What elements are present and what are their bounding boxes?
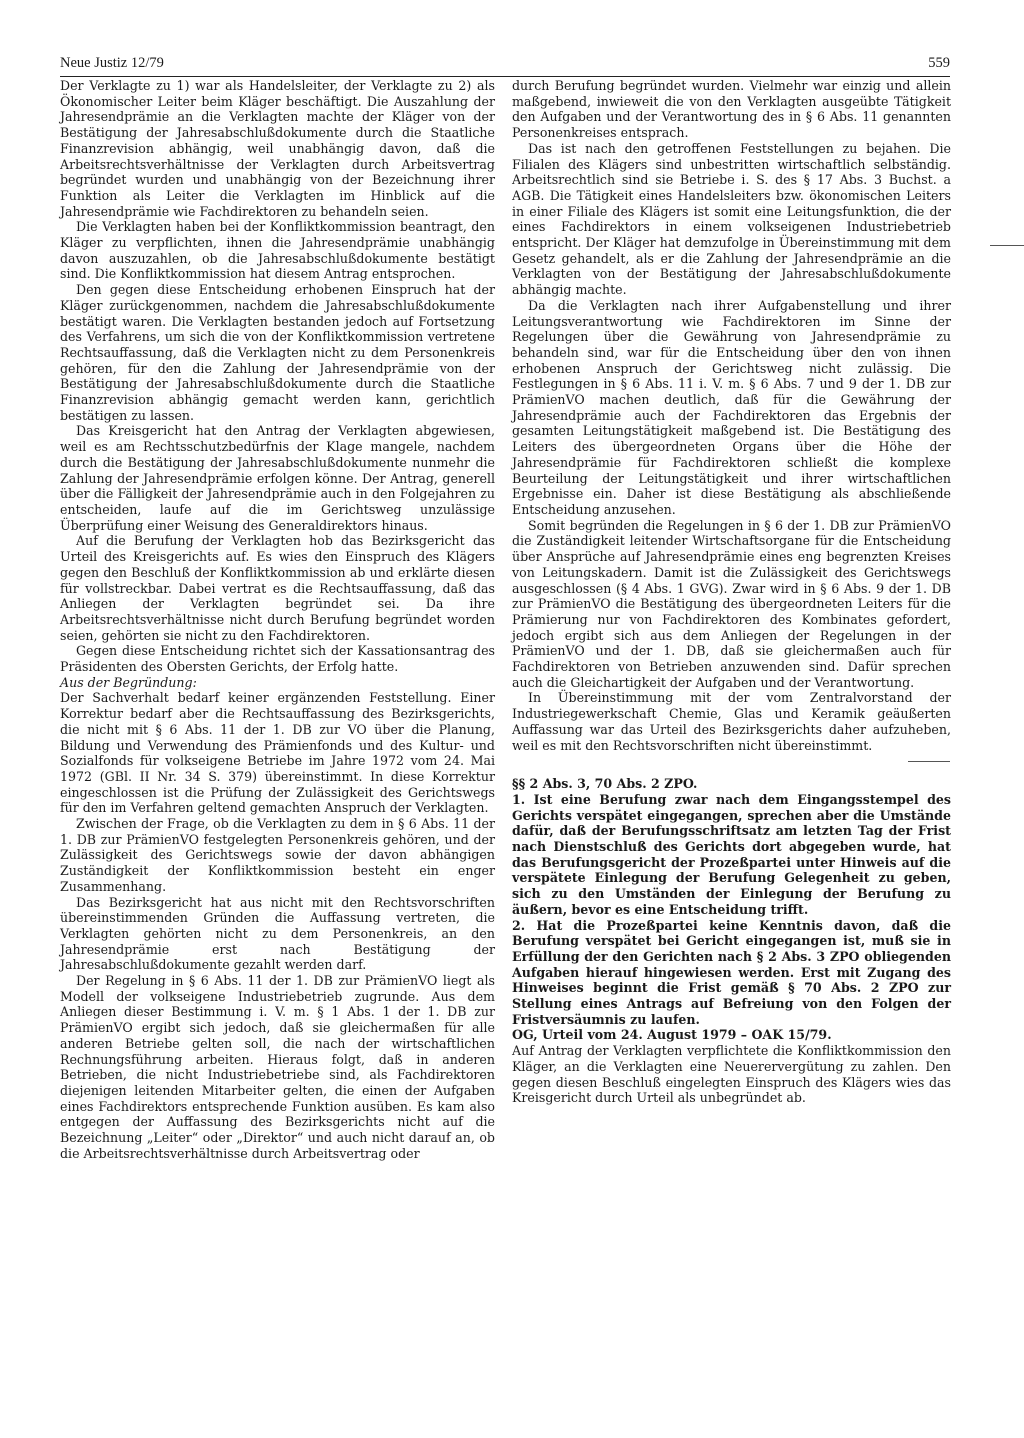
left-column bbox=[60, 78, 495, 1162]
legal-citation: §§ 2 Abs. 3, 70 Abs. 2 ZPO. bbox=[512, 776, 698, 792]
paragraph: Der Verklagte zu 1) war als Handelsleiter, der Verklagte zu 2) als Ökonomischer Leiter beim Kläger beschäftigt. Die Auszahlung der Jahresendprämie an die Verklagten machte der Kläger von der Bestätigung der Jahresabschlußdokumente durch die Staatliche Finanzrevision abhängig, weil unabhängig davon, daß die Arbeitsrechtsverhältnisse der Verklagten durch Arbeitsvertrag begründet wurden und unabhängig von der Bezeichnung ihrer Funktion als Leiter die Verklagten im Hinblick auf die Jahresendprämie wie Fachdirektoren zu behandeln seien. bbox=[60, 78, 495, 219]
page-header bbox=[60, 50, 950, 77]
paragraph: Das Bezirksgericht hat aus nicht mit den Rechtsvorschriften übereinstimmenden Gründen die Auffassung vertreten, die Verklagten gehörten nicht zu dem Personenkreis, an den Jahresendprämie erst nach Bestätigung der Jahresabschlußdokumente gezahlt werden darf. bbox=[60, 894, 495, 973]
section-divider bbox=[908, 761, 950, 762]
journal-title: Neue Justiz 12/79 bbox=[60, 55, 164, 71]
margin-mark bbox=[990, 245, 1024, 246]
ruling-reference: OG, Urteil vom 24. August 1979 – OAK 15/79. bbox=[512, 1027, 832, 1043]
paragraph: Somit begründen die Regelungen in § 6 der 1. DB zur PrämienVO die Zuständigkeit leitender Wirtschaftsorgane für die Entscheidung über Ansprüche auf Jahresendprämie eines eng begrenzten Kreises von Leitungskadern. Damit ist die Zulässigkeit des Gerichtswegs ausgeschlossen (§ 4 Abs. 1 GVG). Zwar wird in § 6 Abs. 9 der 1. DB zur PrämienVO die Bestätigung des übergeordneten Leiters für die Prämierung nur von Fachdirektoren des Kombinates gefordert, jedoch ergibt sich aus dem Anliegen der Regelungen in der PrämienVO und der 1. DB, daß sie gleichermaßen auch für Fachdirektoren von Betrieben anzuwenden sind. Dafür sprechen auch die Gleichartigkeit der Aufgaben und der Verantwortung. bbox=[512, 517, 951, 690]
paragraph: Zwischen der Frage, ob die Verklagten zu dem in § 6 Abs. 11 der 1. DB zur PrämienVO festgelegten Personenkreis gehören, und der Zulässigkeit des Gerichtswegs sowie der davon abhängigen Zuständigkeit der Konfliktkommission besteht ein enger Zusammenhang. bbox=[60, 816, 495, 894]
section-subheading: Aus der Begründung: bbox=[60, 674, 197, 690]
paragraph: In Übereinstimmung mit der vom Zentralvorstand der Industriegewerkschaft Chemie, Glas und Keramik geäußerten Auffassung war das Urteil des Bezirksgerichts daher aufzuheben, weil es mit den Rechtsvorschriften nicht übereinstimmt. bbox=[512, 690, 951, 753]
paragraph: Auf die Berufung der Verklagten hob das Bezirksgericht das Urteil des Kreisgerichts auf. Es wies den Einspruch des Klägers gegen den Beschluß der Konfliktkommission ab und erklärte diesen für vollstreckbar. Dabei vertrat es die Rechtsauffassung, daß das Anliegen der Verklagten begründet sei. Da ihre Arbeitsrechtsverhältnisse nicht durch Berufung begründet worden seien, gehörten sie nicht zu den Fachdirektoren. bbox=[60, 533, 495, 643]
paragraph: Da die Verklagten nach ihrer Aufgabenstellung und ihrer Leitungsverantwortung wie Fachdirektoren im Sinne der Regelungen über die Gewährung von Jahresendprämie zu behandeln sind, war für die Entscheidung über den von ihnen erhobenen Anspruch der Gerichtsweg nicht zulässig. Die Festlegungen in § 6 Abs. 11 i. V. m. § 6 Abs. 7 und 9 der 1. DB zur PrämienVO machen deutlich, daß für die Gewährung der Jahresendprämie auch der Fachdirektoren das Ergebnis der gesamten Leitungstätigkeit maßgebend ist. Die Bestätigung des Leiters des übergeordneten Organs über die Höhe der Jahresendprämie für Fachdirektoren schließt die komplexe Beurteilung der Leitungstätigkeit und ihrer wirtschaftlichen Ergebnisse ein. Daher ist diese Bestätigung als abschließende Entscheidung anzusehen. bbox=[512, 297, 951, 517]
page-number: 559 bbox=[928, 55, 950, 71]
paragraph: Der Sachverhalt bedarf keiner ergänzenden Feststellung. Einer Korrektur bedarf aber die Rechtsauffassung des Bezirksgerichts, die nicht mit § 6 Abs. 11 der 1. DB zur VO über die Planung, Bildung und Verwendung des Prämienfonds und des Kultur- und Sozialfonds für volkseigene Betriebe im Jahre 1972 vom 24. Mai 1972 (GBl. II Nr. 34 S. 379) übereinstimmt. In diese Korrektur eingeschlossen ist die Prüfung der Zulässigkeit des Gerichtswegs für den im Verfahren geltend gemachten Anspruch der Verklagten. bbox=[60, 690, 495, 816]
paragraph: Das ist nach den getroffenen Feststellungen zu bejahen. Die Filialen des Klägers sind unbestritten wirtschaftlich selbständig. Arbeitsrechtlich sind sie Betriebe i. S. des § 17 Abs. 3 Buchst. a AGB. Die Tätigkeit eines Handelsleiters bzw. ökonomischen Leiters in einer Filiale des Klägers ist somit eine Leitungsfunktion, die der eines Fachdirektors in einem volkseigenen Industriebetrieb entspricht. Der Kläger hat demzufolge in Übereinstimmung mit dem Gesetz gehandelt, als er die Zahlung der Jahresendprämie an die Verklagten von der Bestätigung der Jahresabschlußdokumente abhängig machte. bbox=[512, 140, 951, 298]
paragraph: Der Regelung in § 6 Abs. 11 der 1. DB zur PrämienVO liegt als Modell der volkseigene Industriebetrieb zugrunde. Aus dem Anliegen dieser Bestimmung i. V. m. § 1 Abs. 1 der 1. DB zur PrämienVO ergibt sich jedoch, daß sie gleichermaßen für alle anderen Betriebe gelten soll, die nach der wirtschaftlichen Rechnungsführung arbeiten. Hieraus folgt, daß in anderen Betrieben, die nicht Industriebetriebe sind, als Fachdirektoren diejenigen leitenden Mitarbeiter gelten, die einen der Aufgaben eines Fachdirektors entsprechende Funktion ausüben. Es kam also entgegen der Auffassung des Bezirksgerichts nicht auf die Bezeichnung „Leiter“ oder „Direktor“ und auch nicht darauf an, ob die Arbeitsrechtsverhältnisse durch Arbeitsvertrag oder bbox=[60, 973, 495, 1161]
headnote-1: 1. Ist eine Berufung zwar nach dem Eingangsstempel des Gerichts verspätet eingegangen, sprechen aber die Umstände dafür, daß der Berufungsschriftsatz am letzten Tag der Frist nach Dienstschluß des Gerichts dort abgegeben wurde, hat das Berufungsgericht der Prozeßpartei unter Hinweis auf die verspätete Einlegung der Berufung Gelegenheit zu geben, sich zu den Umständen der Einlegung der Berufung zu äußern, bevor es eine Entscheidung trifft. bbox=[512, 791, 951, 917]
paragraph: durch Berufung begründet wurden. Vielmehr war einzig und allein maßgebend, inwieweit die von den Verklagten ausgeübte Tätigkeit den Aufgaben und der Verantwortung des in § 6 Abs. 11 genannten Personenkreises entsprach. bbox=[512, 78, 951, 141]
headnote-2: 2. Hat die Prozeßpartei keine Kenntnis davon, daß die Berufung verspätet bei Gericht eingegangen ist, muß sie in Erfüllung der den Gerichten nach § 2 Abs. 3 ZPO obliegenden Aufgaben hierauf hingewiesen werden. Erst mit Zugang des Hinweises beginnt die Frist gemäß § 70 Abs. 2 ZPO zur Stellung eines Antrags auf Befreiung von den Folgen der Fristversäumnis zu laufen. bbox=[512, 917, 951, 1027]
paragraph: Den gegen diese Entscheidung erhobenen Einspruch hat der Kläger zurückgenommen, nachdem die Jahresabschlußdokumente bestätigt waren. Die Verklagten bestanden jedoch auf Fortsetzung des Verfahrens, um sich die von der Konfliktkommission vertretene Rechtsauffassung, daß die Verklagten nicht zu dem Personenkreis gehören, für den die Zahlung der Jahresendprämie von der Bestätigung der Jahresabschlußdokumente durch die Staatliche Finanzrevision abhängig gemacht werden kann, gerichtlich bestätigen zu lassen. bbox=[60, 282, 495, 423]
right-column bbox=[512, 78, 951, 1106]
paragraph: Gegen diese Entscheidung richtet sich der Kassationsantrag des Präsidenten des Obersten Gerichts, der Erfolg hatte. bbox=[60, 643, 495, 675]
paragraph: Auf Antrag der Verklagten verpflichtete die Konfliktkommission den Kläger, an die Verklagten eine Neuerervergütung zu zahlen. Den gegen diesen Beschluß eingelegten Einspruch des Klägers wies das Kreisgericht durch Urteil als unbegründet ab. bbox=[512, 1043, 951, 1106]
paragraph: Das Kreisgericht hat den Antrag der Verklagten abgewiesen, weil es am Rechtsschutzbedürfnis der Klage mangele, nachdem durch die Bestätigung der Jahresabschlußdokumente nunmehr die Zahlung der Jahresendprämie erfolgen könne. Der Antrag, generell über die Fälligkeit der Jahresendprämie auch in den Folgejahren zu entscheiden, laufe auf die im Gerichtsweg unzulässige Überprüfung einer Weisung des Generaldirektors hinaus. bbox=[60, 423, 495, 533]
paragraph: Die Verklagten haben bei der Konfliktkommission beantragt, den Kläger zu verpflichten, ihnen die Jahresendprämie unabhängig davon auszuzahlen, ob die Jahresabschlußdokumente bestätigt sind. Die Konfliktkommission hat diesem Antrag entsprochen. bbox=[60, 219, 495, 282]
